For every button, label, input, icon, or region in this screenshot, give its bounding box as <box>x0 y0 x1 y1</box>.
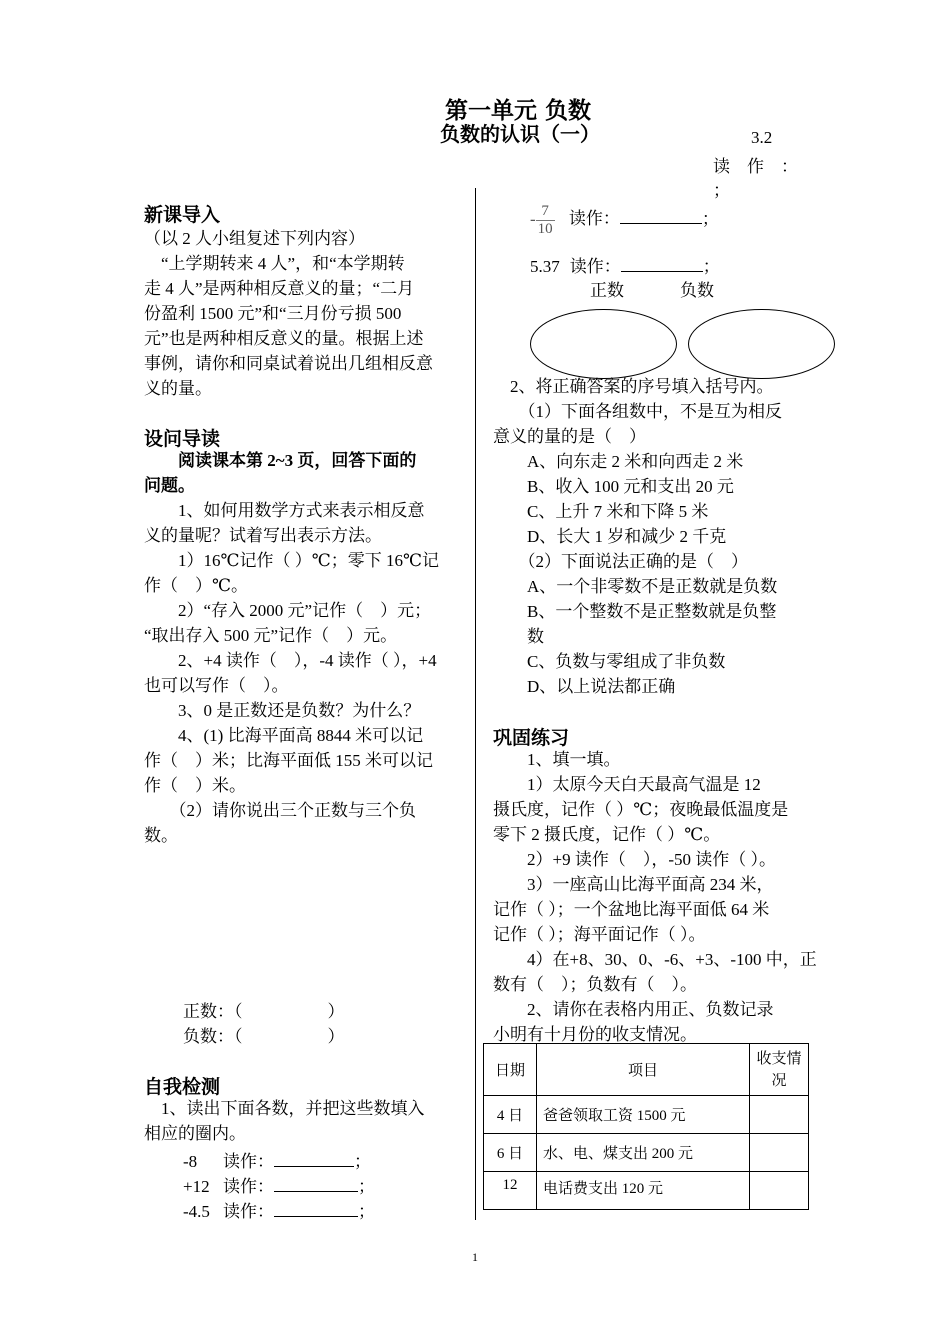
read-item-label: 读作： <box>223 1152 274 1171</box>
text-line: 1、填一填。 <box>493 750 621 769</box>
header-amount: 收支情况 <box>750 1044 809 1096</box>
text-line: 份盈利 1500 元”和“三月份亏损 500 <box>144 304 402 323</box>
header-date: 日期 <box>484 1044 537 1096</box>
text-line: 摄氏度，记作（ ）℃；夜晚最低温度是 <box>493 800 789 819</box>
text-line: 2、+4 读作（ ），-4 读作（ ），+4 <box>144 651 437 670</box>
read-item-label: 读作： <box>569 257 621 276</box>
cell-item: 水、电、煤支出 200 元 <box>537 1134 750 1172</box>
table-row <box>484 1134 809 1172</box>
text-line: 数。 <box>144 826 178 845</box>
fraction-numerator: 7 <box>536 203 555 221</box>
negative-answer-field[interactable]: 负数：（ ） <box>183 1027 345 1046</box>
text-line: 事例，请你和同桌试着说出几组相反意 <box>144 354 433 373</box>
text-line: （1）下面各组数中，不是互为相反 <box>493 402 782 421</box>
text-line: 1）16℃记作（ ）℃；零下 16℃记 <box>144 551 440 570</box>
cell-item: 电话费支出 120 元 <box>537 1172 750 1210</box>
read-item-number: 5.37 <box>530 257 560 276</box>
read-item-label: 读作： <box>568 209 620 229</box>
text-line: 也可以写作（ ）。 <box>144 676 289 695</box>
header-item: 项目 <box>537 1044 750 1096</box>
negative-number-circle[interactable] <box>688 309 835 379</box>
read-answer-blank[interactable] <box>274 1176 358 1192</box>
guide-paragraph <box>144 448 439 848</box>
read-item-label: 读作： <box>223 1202 274 1221</box>
positive-answer-field[interactable]: 正数：（ ） <box>183 1002 345 1021</box>
cell-amount-input[interactable] <box>750 1096 809 1134</box>
read-item <box>530 252 720 277</box>
text-line: “取出存入 500 元”记作（ ）元。 <box>144 626 398 645</box>
top-right-number: 3.2 <box>751 128 773 147</box>
text-line: 相应的圈内。 <box>144 1124 246 1143</box>
top-right-end: ； <box>713 181 730 200</box>
text-line: 数有（ ）；负数有（ ）。 <box>493 975 697 994</box>
negative-circle-label: 负数 <box>680 281 714 300</box>
read-item-label: 读作： <box>223 1177 274 1196</box>
selfcheck-instructions <box>144 1096 425 1146</box>
text-line: 1、读出下面各数，并把这些数填入 <box>144 1099 425 1118</box>
option-d: D、以上说法都正确 <box>493 677 676 696</box>
read-item <box>183 1172 375 1197</box>
read-item <box>183 1147 371 1172</box>
table-header-row <box>484 1044 809 1096</box>
text-line: （2）下面说法正确的是（ ） <box>493 552 748 571</box>
section-title-intro: 新课导入 <box>144 204 221 226</box>
text-line: 作（ ）℃。 <box>144 576 249 595</box>
page-subtitle: 负数的认识（一） <box>440 122 600 146</box>
fraction-sign: - <box>530 209 536 229</box>
text-line: （以 2 人小组复述下列内容） <box>144 229 365 248</box>
text-line: 作（ ）米。 <box>144 776 246 795</box>
column-divider <box>475 188 476 1220</box>
read-item-end: ； <box>354 1152 371 1171</box>
text-line: 作（ ）米；比海平面低 155 米可以记 <box>144 751 433 770</box>
text-line: （2）请你说出三个正数与三个负 <box>144 801 416 820</box>
read-answer-blank[interactable] <box>274 1151 354 1167</box>
read-item <box>183 1197 375 1222</box>
option-a: A、一个非零数不是正数就是负数 <box>493 577 778 596</box>
read-item-end: ； <box>358 1202 375 1221</box>
text-line: 2）+9 读作（ ），-50 读作（ ）。 <box>493 850 776 869</box>
text-line: 1、如何用数学方式来表示相反意 <box>144 501 425 520</box>
fraction-item <box>530 203 719 238</box>
fraction-denominator: 10 <box>537 221 553 237</box>
text-line: 义的量呢？试着写出表示方法。 <box>144 526 382 545</box>
text-line: 2、将正确答案的序号填入括号内。 <box>493 377 774 396</box>
text-line: 元”也是两种相反意义的量。根据上述 <box>144 329 424 348</box>
intro-paragraph <box>144 226 433 401</box>
read-answer-blank[interactable] <box>620 208 702 224</box>
text-line: “上学期转来 4 人”，和“本学期转 <box>144 254 405 273</box>
text-line: 零下 2 摄氏度，记作（ ）℃。 <box>493 825 721 844</box>
read-item-end: ； <box>358 1177 375 1196</box>
read-item-end: ； <box>701 209 719 229</box>
fraction <box>536 203 555 238</box>
text-line: 走 4 人”是两种相反意义的量；“二月 <box>144 279 415 298</box>
section-title-practice: 巩固练习 <box>493 727 570 749</box>
read-item-number: -4.5 <box>183 1202 210 1221</box>
text-line: 4、(1) 比海平面高 8844 米可以记 <box>144 726 424 745</box>
read-item-number: -8 <box>183 1152 198 1171</box>
positive-circle-label: 正数 <box>590 281 624 300</box>
text-line: 4）在+8、30、0、-6、+3、-100 中，正 <box>493 950 817 969</box>
text-line: 2）“存入 2000 元”记作（ ）元； <box>144 601 432 620</box>
option-b-cont: 数 <box>493 627 544 646</box>
option-d: D、长大 1 岁和减少 2 千克 <box>493 527 727 546</box>
text-line: 2、请你在表格内用正、负数记录 <box>493 1000 774 1019</box>
text-line: 义的量。 <box>144 379 212 398</box>
text-line: 记作（ ）；海平面记作（ ）。 <box>493 925 706 944</box>
cell-amount-input[interactable] <box>750 1172 809 1210</box>
option-c: C、负数与零组成了非负数 <box>493 652 726 671</box>
text-line: 3、0 是正数还是负数？为什么？ <box>144 701 421 720</box>
income-expense-table <box>483 1043 809 1210</box>
page-number: 1 <box>472 1250 478 1264</box>
option-a: A、向东走 2 米和向西走 2 米 <box>493 452 744 471</box>
option-b: B、收入 100 元和支出 20 元 <box>493 477 734 496</box>
option-c: C、上升 7 米和下降 5 米 <box>493 502 709 521</box>
text-line: 意义的量的是（ ） <box>493 427 646 446</box>
practice-paragraph <box>493 747 817 1047</box>
text-line: 1）太原今天白天最高气温是 12 <box>493 775 761 794</box>
top-right-read: 读 作 ： <box>713 157 798 176</box>
positive-number-circle[interactable] <box>530 309 677 379</box>
cell-date: 6 日 <box>484 1134 537 1172</box>
text-line: 3）一座高山比海平面高 234 米， <box>493 875 774 894</box>
cell-date: 4 日 <box>484 1096 537 1134</box>
option-b: B、一个整数不是正整数就是负整 <box>493 602 777 621</box>
question-2 <box>493 374 782 699</box>
page-title: 第一单元 负数 <box>445 98 592 124</box>
text-line: 阅读课本第 2~3 页，回答下面的 <box>144 451 417 470</box>
read-answer-blank[interactable] <box>274 1201 358 1217</box>
text-line: 小明有十月份的收支情况。 <box>493 1025 697 1044</box>
read-answer-blank[interactable] <box>621 256 703 272</box>
read-item-end: ； <box>702 257 720 276</box>
cell-date: 12 <box>484 1172 537 1210</box>
table-row <box>484 1096 809 1134</box>
cell-item: 爸爸领取工资 1500 元 <box>537 1096 750 1134</box>
table-row <box>484 1172 809 1210</box>
section-title-selfcheck: 自我检测 <box>144 1076 221 1098</box>
section-title-guide: 设问导读 <box>144 428 221 450</box>
text-line: 问题。 <box>144 476 195 495</box>
cell-amount-input[interactable] <box>750 1134 809 1172</box>
read-item-number: +12 <box>183 1177 210 1196</box>
text-line: 记作（ ）；一个盆地比海平面低 64 米 <box>493 900 770 919</box>
